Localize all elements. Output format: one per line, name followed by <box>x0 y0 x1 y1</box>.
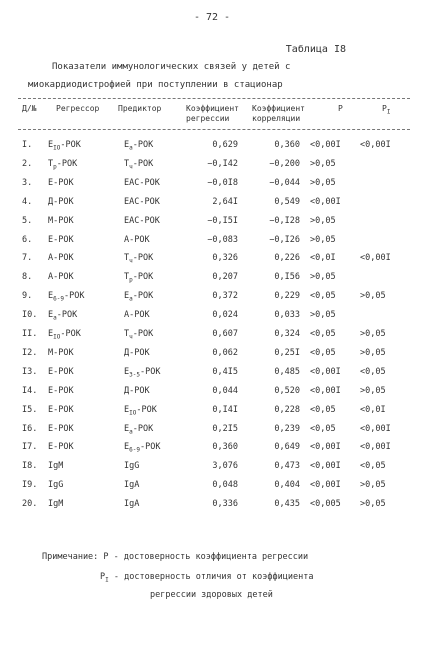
table-row <box>0 386 424 404</box>
regressor-cell-subscript: IO <box>53 144 61 152</box>
predictor-cell-subscript: р <box>129 276 133 284</box>
coef-regression-cell: 0,360 <box>212 442 238 453</box>
regressor-cell-base: E-РОК <box>48 366 74 377</box>
p1-cell: >0,05 <box>360 347 386 358</box>
predictor-cell <box>124 197 160 209</box>
table-row <box>0 310 424 328</box>
predictor-cell <box>124 291 153 303</box>
predictor-cell <box>124 386 150 398</box>
regressor-cell <box>48 348 74 360</box>
regressor-cell <box>48 386 74 398</box>
predictor-cell-base: IgA <box>124 499 140 510</box>
p1-cell: <0,00I <box>360 253 391 264</box>
regressor-cell <box>48 272 74 284</box>
regressor-cell-base: М-РОК <box>48 347 74 358</box>
coef-regression-cell: 0,372 <box>212 291 238 302</box>
regressor-cell <box>48 197 74 209</box>
coef-regression-cell: 0,207 <box>212 272 238 283</box>
predictor-cell-base: А-РОК <box>124 234 150 245</box>
row-number: 8. <box>22 272 33 283</box>
regressor-cell <box>48 159 77 171</box>
regressor-cell-subscript: IO <box>53 333 61 341</box>
p1-cell: >0,05 <box>360 385 386 396</box>
coef-regression-cell: −0,0I8 <box>207 177 238 188</box>
predictor-cell <box>124 480 139 492</box>
predictor-cell <box>124 329 153 341</box>
p-cell: <0,00I <box>310 442 341 453</box>
predictor-cell <box>124 253 153 265</box>
predictor-cell <box>124 235 150 247</box>
regressor-cell-base: E-РОК <box>48 423 74 434</box>
predictor-cell-base: T <box>124 253 130 264</box>
p-cell: <0,005 <box>310 499 341 510</box>
predictor-cell-base: E <box>124 404 130 415</box>
regressor-cell <box>48 442 74 454</box>
table-row <box>0 424 424 442</box>
predictor-cell-suffix: -РОК <box>132 423 154 434</box>
regressor-cell-base: IgG <box>48 480 64 491</box>
regressor-cell-base: IgM <box>48 499 64 510</box>
header-p: P <box>338 104 343 113</box>
p1-cell: >0,05 <box>360 329 386 339</box>
predictor-cell-subscript: a <box>129 428 133 436</box>
predictor-cell <box>124 348 150 360</box>
regressor-cell-suffix: -РОК <box>60 140 81 150</box>
p-cell: <0,00I <box>310 140 341 150</box>
coef-regression-cell: 0,I4I <box>212 404 238 415</box>
regressor-cell-subscript: a <box>53 314 57 322</box>
table-row <box>0 329 424 347</box>
p-cell: <0,0I <box>310 253 336 264</box>
predictor-cell <box>124 178 160 190</box>
row-number: I5. <box>22 404 38 415</box>
coef-correlation-cell: 0,520 <box>274 385 300 396</box>
regressor-cell-base: E-РОК <box>48 442 74 453</box>
regressor-cell <box>48 405 74 417</box>
regressor-cell <box>48 235 74 247</box>
regressor-cell <box>48 499 63 511</box>
p-cell: <0,05 <box>310 347 336 358</box>
regressor-cell-base: E-РОК <box>48 404 74 415</box>
predictor-cell-suffix: -РОК <box>139 366 161 377</box>
regressor-cell <box>48 253 74 265</box>
header-coef-correlation-l1: Коэффициент <box>252 104 305 113</box>
regressor-cell <box>48 178 74 190</box>
regressor-cell <box>48 216 74 228</box>
coef-regression-cell: 0,048 <box>212 480 238 491</box>
p-cell: >0,05 <box>310 215 336 226</box>
predictor-cell <box>124 424 153 436</box>
regressor-cell-base: T <box>48 158 54 169</box>
predictor-cell <box>124 367 160 379</box>
predictor-cell-base: IgA <box>124 480 140 491</box>
predictor-cell-base: EAC-РОК <box>124 196 160 207</box>
p-cell: <0,00I <box>310 366 341 377</box>
p-cell: <0,05 <box>310 423 336 434</box>
regressor-cell-base: E-РОК <box>48 177 74 188</box>
p1-cell: <0,00I <box>360 442 391 453</box>
coef-correlation-cell: 0,229 <box>274 291 300 302</box>
note-line2 <box>100 572 313 584</box>
predictor-cell-base: E <box>124 423 130 434</box>
predictor-cell-base: EAC-РОК <box>124 177 160 188</box>
coef-correlation-cell: 0,473 <box>274 461 300 472</box>
table-row <box>0 140 424 158</box>
regressor-cell-base: E <box>48 329 54 339</box>
predictor-cell-base: EAC-РОК <box>124 215 160 226</box>
note-line2-text: - достоверность отличия от коэффициента <box>108 572 314 582</box>
coef-correlation-cell: 0,649 <box>274 442 300 453</box>
row-number: I7. <box>22 442 38 453</box>
p-cell: >0,05 <box>310 272 336 283</box>
coef-correlation-cell: 0,228 <box>274 404 300 415</box>
predictor-cell-suffix: -РОК <box>136 404 157 415</box>
p-cell: <0,00I <box>310 480 341 491</box>
coef-regression-cell: −0,083 <box>207 234 238 245</box>
p1-cell: <0,0I <box>360 404 386 415</box>
row-number: I2. <box>22 347 38 358</box>
p-cell: <0,05 <box>310 404 336 415</box>
predictor-cell <box>124 159 153 171</box>
coef-correlation-cell: 0,485 <box>274 366 300 377</box>
predictor-cell-suffix: -РОК <box>139 442 161 453</box>
row-number: 2. <box>22 158 33 169</box>
table-row <box>0 405 424 423</box>
header-p1-letter: P <box>382 104 387 113</box>
predictor-cell-subscript: 3-5 <box>129 371 140 379</box>
regressor-cell-base: IgM <box>48 461 64 472</box>
p1-cell: >0,05 <box>360 480 386 491</box>
regressor-cell-subscript: р <box>53 163 57 171</box>
table-row <box>0 442 424 460</box>
predictor-cell <box>124 442 160 454</box>
row-number: 9. <box>22 291 33 302</box>
row-number: I3. <box>22 366 38 377</box>
coef-regression-cell: 3,076 <box>212 461 238 472</box>
regressor-cell <box>48 291 84 303</box>
predictor-cell <box>124 216 160 228</box>
table-row <box>0 291 424 309</box>
p-cell: <0,05 <box>310 291 336 302</box>
coef-correlation-cell: 0,239 <box>274 423 300 434</box>
table-row <box>0 235 424 253</box>
predictor-cell-suffix: -РОК <box>132 329 154 339</box>
predictor-cell-base: T <box>124 329 130 339</box>
row-number: I9. <box>22 480 38 491</box>
note-p1-letter: P <box>100 572 106 582</box>
row-number: 5. <box>22 215 33 226</box>
coef-regression-cell: 0,2I5 <box>212 423 238 434</box>
p1-cell: >0,05 <box>360 499 386 510</box>
p1-cell: <0,00I <box>360 423 391 434</box>
p-cell: <0,00I <box>310 196 341 207</box>
header-coef-regression-l2: регрессии <box>186 114 230 123</box>
predictor-cell-subscript: a <box>129 295 133 303</box>
regressor-cell-suffix: -РОК <box>56 158 78 169</box>
regressor-cell-suffix: -РОК <box>60 329 81 339</box>
predictor-cell <box>124 405 157 417</box>
predictor-cell-base: E <box>124 140 130 150</box>
coef-regression-cell: 0,062 <box>212 347 238 358</box>
table-row <box>0 272 424 290</box>
row-number: 4. <box>22 196 33 207</box>
table-row <box>0 216 424 234</box>
regressor-cell-suffix: -РОК <box>56 310 78 321</box>
predictor-cell-base: Д-РОК <box>124 385 150 396</box>
p-cell: <0,00I <box>310 385 341 396</box>
table-label: Таблица I8 <box>285 44 346 55</box>
predictor-cell-base: E <box>124 366 130 377</box>
table-row <box>0 499 424 517</box>
regressor-cell-base: E <box>48 291 54 302</box>
header-coef-regression <box>186 104 239 124</box>
predictor-cell-base: А-РОК <box>124 310 150 321</box>
row-number: I. <box>22 140 33 150</box>
coef-regression-cell: 0,629 <box>212 140 238 150</box>
regressor-cell <box>48 329 81 341</box>
regressor-cell-subscript: 6-9 <box>53 295 64 303</box>
coef-regression-cell: 0,336 <box>212 499 238 510</box>
regressor-cell-base: E-РОК <box>48 234 74 245</box>
coef-regression-cell: 0,326 <box>212 253 238 264</box>
table-row <box>0 253 424 271</box>
p-cell: >0,05 <box>310 234 336 245</box>
regressor-cell-base: Д-РОК <box>48 196 74 207</box>
coef-regression-cell: −0,I5I <box>207 215 238 226</box>
header-no: Д/№ <box>22 104 37 113</box>
regressor-cell <box>48 461 63 473</box>
row-number: I8. <box>22 461 38 472</box>
coef-correlation-cell: −0,044 <box>269 177 300 188</box>
note-line3: регрессии здоровых детей <box>150 590 273 600</box>
p-cell: >0,05 <box>310 310 336 321</box>
coef-regression-cell: 0,607 <box>212 329 238 339</box>
coef-correlation-cell: −0,200 <box>269 158 300 169</box>
header-predictor: Предиктор <box>118 104 162 113</box>
header-coef-correlation <box>252 104 305 124</box>
predictor-cell <box>124 461 139 473</box>
predictor-cell-subscript: IO <box>129 409 137 417</box>
regressor-cell-suffix: -РОК <box>63 291 85 302</box>
coef-correlation-cell: 0,549 <box>274 196 300 207</box>
p1-cell: <0,05 <box>360 366 386 377</box>
predictor-cell-base: Д-РОК <box>124 347 150 358</box>
row-number: 7. <box>22 253 33 264</box>
coef-regression-cell: 2,64I <box>212 196 238 207</box>
coef-correlation-cell: −0,I28 <box>269 215 300 226</box>
predictor-cell-subscript: ч <box>129 333 133 341</box>
regressor-cell <box>48 140 81 152</box>
row-number: 6. <box>22 234 33 245</box>
predictor-cell-suffix: -РОК <box>132 272 154 283</box>
regressor-cell-base: E-РОК <box>48 385 74 396</box>
row-number: I0. <box>22 310 38 321</box>
predictor-cell <box>124 499 139 511</box>
predictor-cell <box>124 272 153 284</box>
header-bottom-rule <box>18 129 410 130</box>
predictor-cell <box>124 310 150 322</box>
predictor-cell-subscript: a <box>129 144 133 152</box>
header-coef-regression-l1: Коэффициент <box>186 104 239 113</box>
p1-cell: <0,05 <box>360 461 386 472</box>
predictor-cell-base: E <box>124 442 130 453</box>
p-cell: >0,05 <box>310 177 336 188</box>
table-row <box>0 480 424 498</box>
predictor-cell-base: E <box>124 291 130 302</box>
row-number: 3. <box>22 177 33 188</box>
header-coef-correlation-l2: корреляции <box>252 114 301 123</box>
predictor-cell <box>124 140 153 152</box>
coef-correlation-cell: 0,033 <box>274 310 300 321</box>
coef-correlation-cell: 0,324 <box>274 329 300 339</box>
table-row <box>0 367 424 385</box>
predictor-cell-subscript: ч <box>129 258 133 266</box>
predictor-cell-base: T <box>124 272 130 283</box>
p1-cell: <0,00I <box>360 140 391 150</box>
regressor-cell-base: А-РОК <box>48 253 74 264</box>
p-cell: <0,00I <box>310 461 341 472</box>
p-cell: >0,05 <box>310 158 336 169</box>
regressor-cell-base: А-РОК <box>48 272 74 283</box>
predictor-cell-suffix: -РОК <box>132 253 154 264</box>
regressor-cell <box>48 310 77 322</box>
p-cell: <0,05 <box>310 329 336 339</box>
table-row <box>0 348 424 366</box>
header-p1 <box>382 104 390 118</box>
regressor-cell <box>48 480 63 492</box>
regressor-cell-base: E <box>48 310 54 321</box>
regressor-cell-base: E <box>48 140 54 150</box>
predictor-cell-subscript: ч <box>129 163 133 171</box>
predictor-cell-base: T <box>124 158 130 169</box>
table-row <box>0 461 424 479</box>
row-number: I4. <box>22 385 38 396</box>
predictor-cell-subscript: 6-9 <box>129 447 140 455</box>
table-row <box>0 159 424 177</box>
coef-correlation-cell: 0,226 <box>274 253 300 264</box>
table-title-line1: Показатели иммунологических связей у детей с <box>52 62 291 72</box>
row-number: 20. <box>22 499 38 510</box>
row-number: I6. <box>22 423 38 434</box>
table-title-line2: миокардиодистрофией при поступлении в стационар <box>28 80 283 90</box>
predictor-cell-suffix: -РОК <box>132 140 154 150</box>
coef-correlation-cell: 0,I56 <box>274 272 300 283</box>
coef-correlation-cell: 0,25I <box>274 347 300 358</box>
note-line1: Примечание: Р - достоверность коэффициента регрессии <box>42 552 309 562</box>
row-number: II. <box>22 329 38 339</box>
table-row <box>0 178 424 196</box>
header-p1-sub: I <box>386 108 391 116</box>
predictor-cell-base: IgG <box>124 461 140 472</box>
page-number: - 72 - <box>193 12 231 23</box>
coef-regression-cell: 0,4I5 <box>212 366 238 377</box>
header-top-rule <box>18 98 410 99</box>
p1-cell: >0,05 <box>360 291 386 302</box>
coef-regression-cell: −0,I42 <box>207 158 238 169</box>
regressor-cell <box>48 424 74 436</box>
header-regressor: Регрессор <box>56 104 100 113</box>
regressor-cell <box>48 367 74 379</box>
coef-regression-cell: 0,024 <box>212 310 238 321</box>
table-row <box>0 197 424 215</box>
predictor-cell-suffix: -РОК <box>132 291 154 302</box>
regressor-cell-base: М-РОК <box>48 215 74 226</box>
predictor-cell-suffix: -РОК <box>132 158 154 169</box>
coef-correlation-cell: 0,360 <box>274 140 300 150</box>
coef-correlation-cell: −0,I26 <box>269 234 300 245</box>
coef-correlation-cell: 0,404 <box>274 480 300 491</box>
coef-regression-cell: 0,044 <box>212 385 238 396</box>
coef-correlation-cell: 0,435 <box>274 499 300 510</box>
note-p1-sub: I <box>105 576 109 584</box>
